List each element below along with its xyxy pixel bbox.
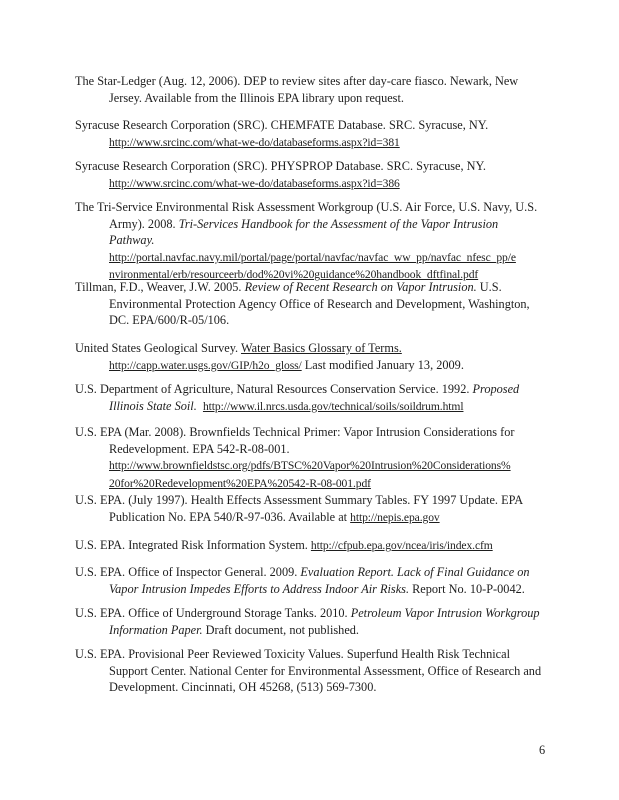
reference-link[interactable]: http://portal.navfac.navy.mil/portal/page/portal/navfac/navfac_ww_pp/navfac_nfesc_pp/e <box>109 250 516 264</box>
reference-text: Tillman, F.D., Weaver, J.W. 2005. <box>75 280 245 294</box>
reference-link[interactable]: http://www.brownfieldstsc.org/pdfs/BTSC%20Vapor%20Intrusion%20Considerations% <box>109 459 511 473</box>
reference-link[interactable]: http://cfpub.epa.gov/ncea/iris/index.cfm <box>310 539 493 552</box>
reference-title: Illinois State Soil. <box>109 398 197 413</box>
reference-text: Draft document, not published. <box>202 622 360 637</box>
reference-link[interactable]: 20for%20Redevelopment%20EPA%20542-R-08-001.pdf <box>109 476 371 490</box>
reference-link[interactable]: nvironmental/erb/resourceerb/dod%20vi%20guidance%20handbook_dftfinal.pdf <box>109 268 479 282</box>
reference-entry <box>75 605 539 638</box>
reference-title: Petroleum Vapor Intrusion Workgroup <box>350 606 540 620</box>
reference-title: Tri-Services Handbook for the Assessment of the Vapor Intrusion <box>178 216 499 231</box>
reference-entry <box>75 279 539 329</box>
reference-text: U.S. EPA. Office of Inspector General. 2009. <box>75 565 301 579</box>
reference-text: U.S. EPA. Office of Underground Storage Tanks. 2010. <box>75 606 351 620</box>
reference-title: Information Paper. <box>109 622 203 637</box>
page-number: 6 <box>539 743 546 757</box>
reference-text: U.S. EPA. Integrated Risk Information System. <box>75 538 311 552</box>
reference-line: The Tri-Service Environmental Risk Assessment Workgroup (U.S. Air Force, U.S. Navy, U.S. <box>75 200 538 214</box>
reference-title: Vapor Intrusion Impedes Efforts to Address Indoor Air Risks. <box>109 581 410 596</box>
reference-title: Proposed <box>472 382 520 396</box>
reference-line: Support Center. National Center for Environmental Assessment, Office of Research and <box>109 663 542 678</box>
reference-line: Redevelopment. EPA 542-R-08-001. <box>109 441 290 456</box>
reference-entry <box>75 158 539 192</box>
reference-title: Water Basics Glossary of Terms. <box>240 341 402 355</box>
reference-line: U.S. EPA. Provisional Peer Reviewed Toxicity Values. Superfund Health Risk Technical <box>75 647 510 661</box>
reference-line: Development. Cincinnati, OH 45268, (513) 569-7300. <box>109 680 377 695</box>
reference-text: Last modified January 13, 2009. <box>301 357 464 372</box>
reference-line: Environmental Protection Agency Office of Research and Development, Washington, <box>109 296 530 311</box>
reference-text: Report No. 10-P-0042. <box>409 581 525 596</box>
reference-line: The Star-Ledger (Aug. 12, 2006). DEP to review sites after day-care fiasco. Newark, New <box>75 74 519 88</box>
reference-entry <box>75 117 539 151</box>
reference-line: U.S. EPA. (July 1997). Health Effects Assessment Summary Tables. FY 1997 Update. EPA <box>75 493 524 507</box>
reference-link[interactable]: http://www.il.nrcs.usda.gov/technical/soils/soildrum.html <box>202 399 464 413</box>
reference-entry <box>75 73 539 106</box>
reference-title: Review of Recent Research on Vapor Intrusion. <box>244 280 477 294</box>
reference-title: Evaluation Report. Lack of Final Guidance on <box>300 565 530 579</box>
reference-text: Publication No. EPA 540/R-97-036. Available at <box>109 509 351 524</box>
reference-link[interactable]: http://www.srcinc.com/what-we-do/databaseforms.aspx?id=381 <box>109 135 400 149</box>
reference-entry <box>75 564 539 597</box>
reference-line: DC. EPA/600/R-05/106. <box>109 313 230 328</box>
reference-entry <box>75 492 539 526</box>
reference-link[interactable]: http://www.srcinc.com/what-we-do/databaseforms.aspx?id=386 <box>109 176 400 190</box>
reference-entry <box>75 340 539 374</box>
reference-entry <box>75 537 539 555</box>
reference-entry <box>75 646 542 696</box>
reference-line: U.S. EPA (Mar. 2008). Brownfields Technical Primer: Vapor Intrusion Considerations for <box>75 425 515 439</box>
reference-link[interactable]: http://capp.water.usgs.gov/GIP/h2o_gloss/ <box>109 358 302 372</box>
reference-line: Syracuse Research Corporation (SRC). PHYSPROP Database. SRC. Syracuse, NY. <box>75 159 486 173</box>
reference-text: U.S. Department of Agriculture, Natural Resources Conservation Service. 1992. <box>75 382 473 396</box>
reference-entry <box>75 381 539 415</box>
reference-text: Army). 2008. <box>109 216 179 231</box>
reference-title: Pathway. <box>109 233 155 248</box>
reference-link[interactable]: http://nepis.epa.gov <box>350 510 440 524</box>
reference-text: United States Geological Survey. <box>75 341 241 355</box>
reference-entry <box>75 199 539 284</box>
reference-text: U.S. <box>476 280 502 294</box>
reference-line: Syracuse Research Corporation (SRC). CHEMFATE Database. SRC. Syracuse, NY. <box>75 118 489 132</box>
reference-entry <box>75 424 539 492</box>
reference-line: Jersey. Available from the Illinois EPA library upon request. <box>109 90 404 105</box>
